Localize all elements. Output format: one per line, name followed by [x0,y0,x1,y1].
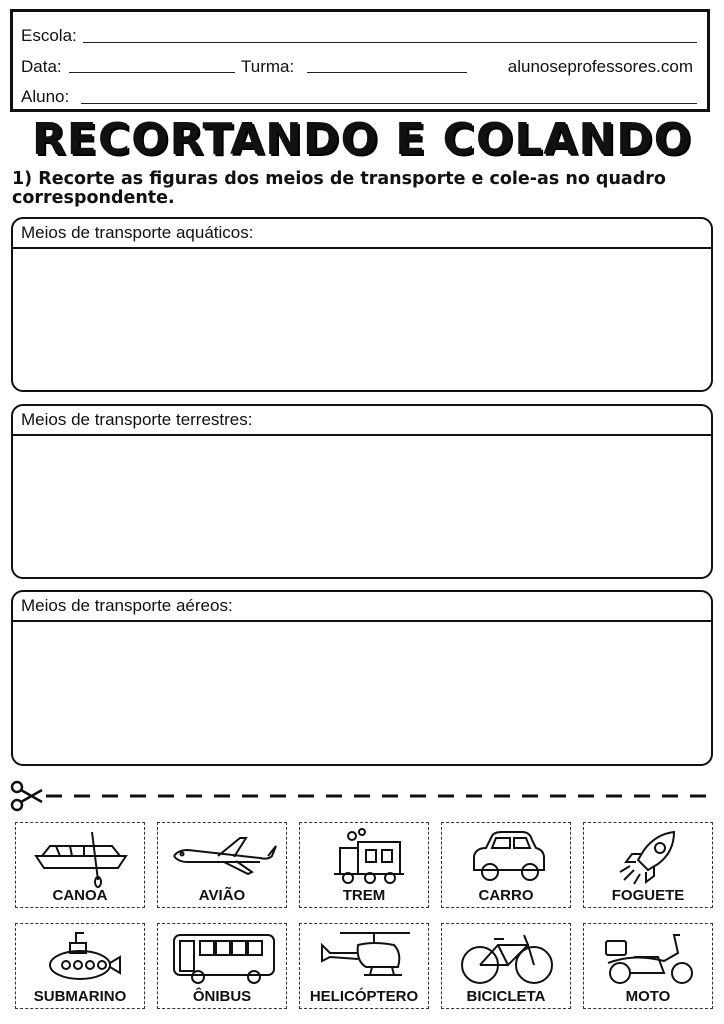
card-trem-label: TREM [342,887,386,904]
bus-icon [168,927,278,989]
card-helicoptero-label: HELICÓPTERO [309,988,419,1005]
aluno-label: Aluno: [21,87,70,106]
card-bicicleta[interactable] [441,923,571,1009]
card-canoa[interactable] [15,822,145,908]
scissors-icon [12,782,42,810]
card-carro[interactable] [441,822,571,908]
canoe-icon [26,826,136,888]
instruction-text: 1) Recorte as figuras dos meios de transporte e cole-as no quadro correspondente. [12,169,666,208]
panel-aereos[interactable] [11,590,713,766]
motorcycle-icon [594,927,704,989]
site-name: alunoseprofessores.com [507,57,693,76]
panel-aquaticos[interactable] [11,217,713,392]
turma-field[interactable] [307,72,467,73]
card-moto-label: MOTO [625,988,671,1005]
card-carro-label: CARRO [478,887,534,904]
card-submarino[interactable] [15,923,145,1009]
card-aviao-label: AVIÃO [198,887,246,904]
page-title: RECORTANDO E COLANDO [31,114,693,165]
car-icon [452,826,562,888]
bicycle-icon [452,927,562,989]
card-submarino-label: SUBMARINO [33,988,127,1005]
panel-terrestres-title: Meios de transporte terrestres: [13,406,711,436]
card-bicicleta-label: BICICLETA [466,988,546,1005]
data-label: Data: [21,57,62,76]
card-helicoptero[interactable] [299,923,429,1009]
aluno-field[interactable] [81,103,697,104]
student-info-box [10,9,710,112]
card-foguete[interactable] [583,822,713,908]
card-aviao[interactable] [157,822,287,908]
card-onibus[interactable] [157,923,287,1009]
panel-aereos-title: Meios de transporte aéreos: [13,592,711,622]
cut-line [8,778,714,814]
helicopter-icon [310,927,420,989]
card-canoa-label: CANOA [52,887,108,904]
turma-label: Turma: [241,57,295,76]
airplane-icon [168,826,278,888]
escola-field[interactable] [83,42,697,43]
panel-aquaticos-title: Meios de transporte aquáticos: [13,219,711,249]
card-trem[interactable] [299,822,429,908]
panel-terrestres[interactable] [11,404,713,579]
data-field[interactable] [69,72,235,73]
card-foguete-label: FOGUETE [611,887,685,904]
train-icon [310,826,420,888]
card-onibus-label: ÔNIBUS [192,988,252,1005]
submarine-icon [26,927,136,989]
escola-label: Escola: [21,26,77,45]
rocket-icon [594,826,704,888]
card-moto[interactable] [583,923,713,1009]
